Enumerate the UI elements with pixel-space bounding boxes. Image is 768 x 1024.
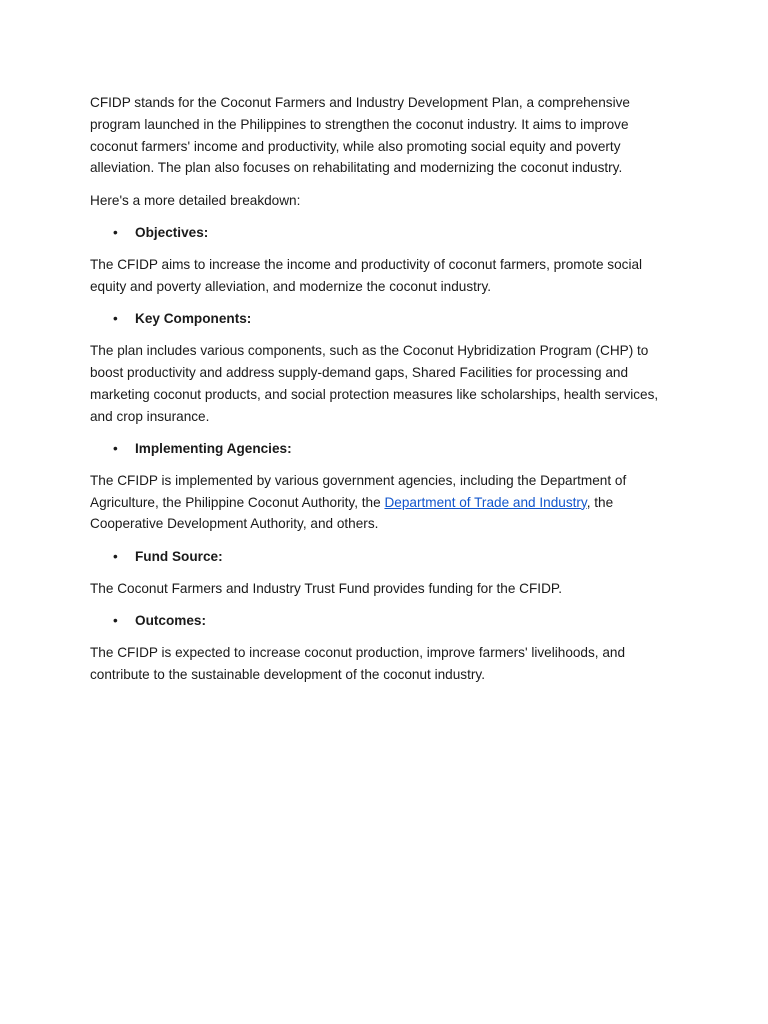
section-body: The CFIDP aims to increase the income and productivity of coconut farmers, promote social equity and poverty alleviation, and modernize the coconut industry. (90, 256, 643, 294)
section-heading: Objectives: (135, 224, 209, 240)
bullet-outcomes (90, 610, 664, 632)
bullet-implementing-agencies (90, 438, 664, 460)
bullet-key-components (90, 308, 664, 330)
breakdown-lead: Here's a more detailed breakdown: (90, 192, 301, 208)
dti-link[interactable]: Department of Trade and Industry (384, 494, 587, 510)
bullet-icon: • (113, 548, 118, 564)
bullet-fund-source (90, 546, 664, 568)
bullet-objectives (90, 222, 664, 244)
bullet-icon: • (113, 310, 118, 326)
section-body (90, 470, 664, 535)
bullet-icon: • (113, 224, 118, 240)
section-body: The plan includes various components, such as the Coconut Hybridization Program (CHP) to boost productivity and address supply-demand gaps, Shared Facilities for processing and marketing coconut products, and social protection measures like scholarships, health services, and crop insurance. (90, 343, 659, 424)
body-text-before-link: The CFIDP is implemented by various government agencies, including the Department of Agriculture, the Philippine Coconut Authority, the (90, 472, 627, 510)
section-heading: Key Components: (135, 310, 252, 326)
section-heading: Fund Source: (135, 548, 223, 564)
bullet-icon: • (113, 440, 118, 456)
section-heading: Implementing Agencies: (135, 440, 292, 456)
body-text-after-link: , the Cooperative Development Authority, and others. (90, 494, 614, 532)
section-heading: Outcomes: (135, 613, 207, 629)
intro-paragraph: CFIDP stands for the Coconut Farmers and Industry Development Plan, a comprehensive program launched in the Philippines to strengthen the coconut industry. It aims to improve coconut farmers' income and productivity, while also promoting social equity and poverty alleviation. The plan also focuses on rehabilitating and modernizing the coconut industry. (90, 95, 630, 176)
section-body: The Coconut Farmers and Industry Trust Fund provides funding for the CFIDP. (90, 580, 562, 596)
section-body: The CFIDP is expected to increase coconut production, improve farmers' livelihoods, and contribute to the sustainable development of the coconut industry. (90, 645, 626, 683)
bullet-icon: • (113, 613, 118, 629)
